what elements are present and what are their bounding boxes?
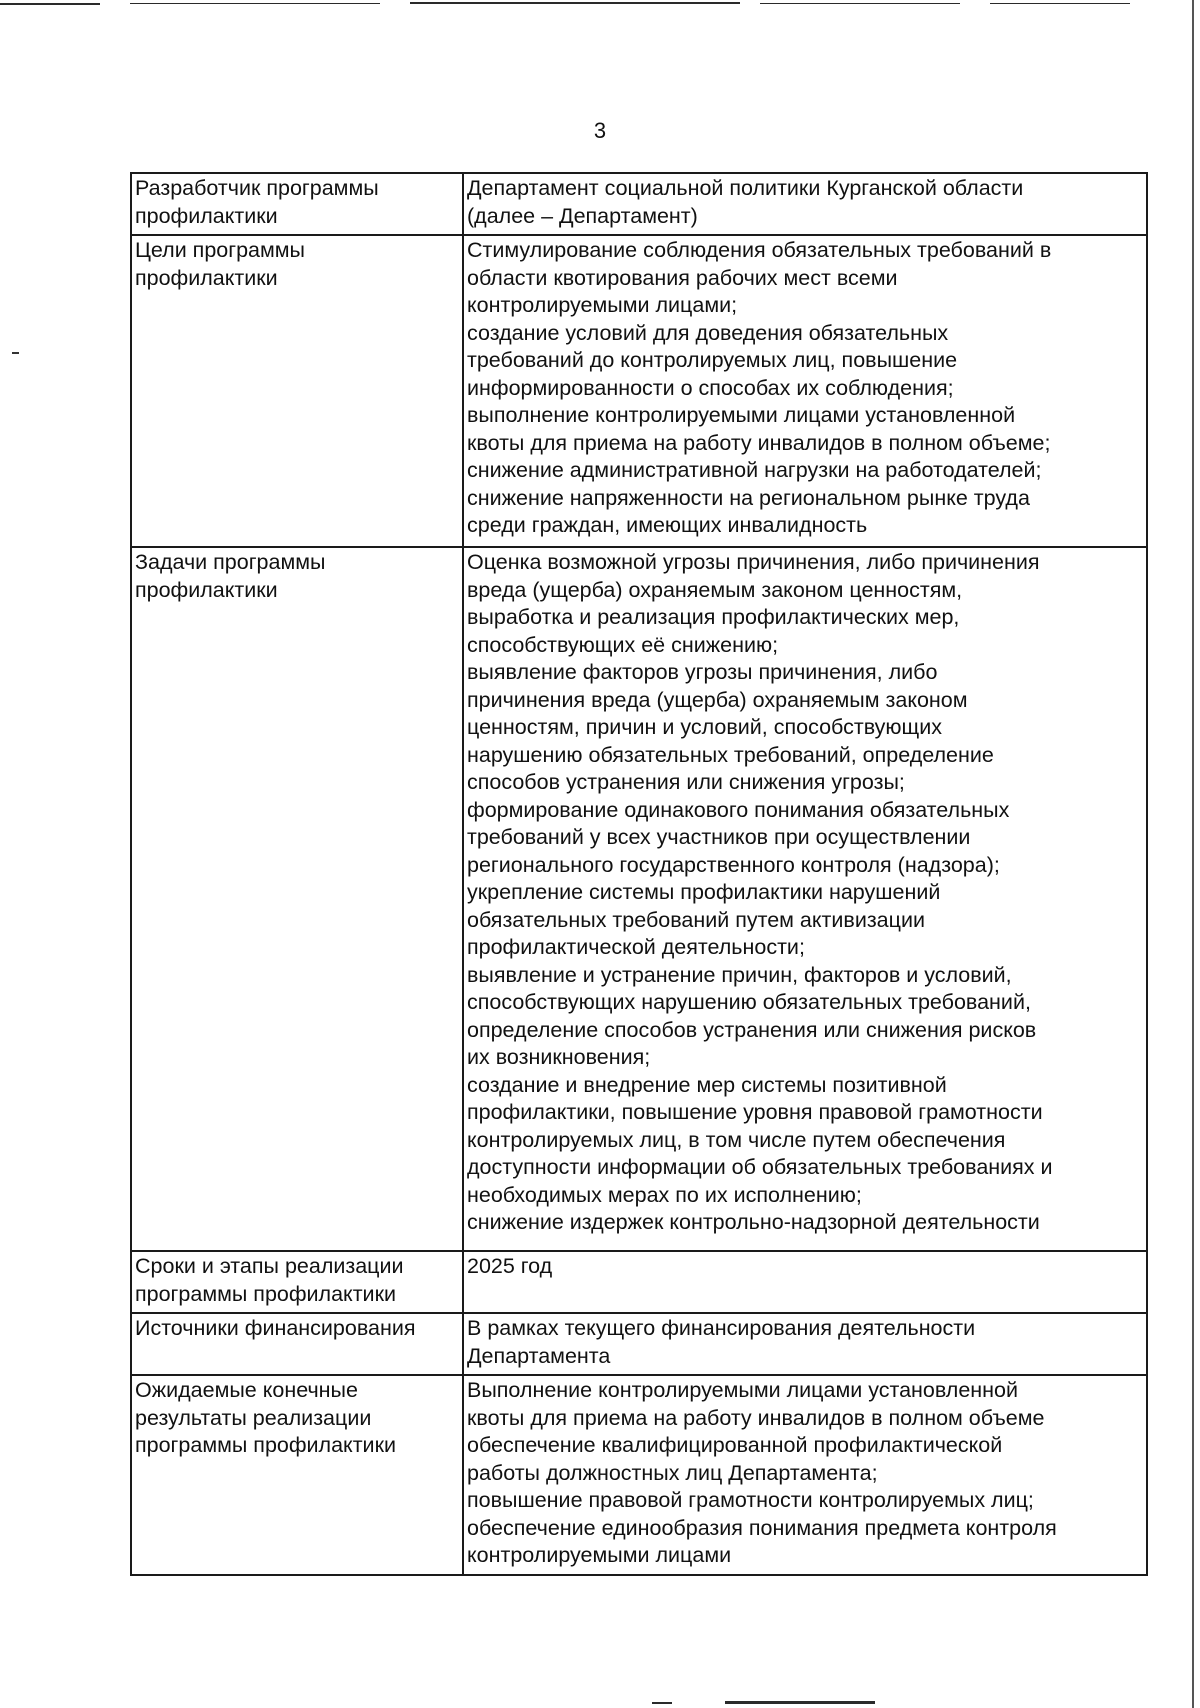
margin-mark (12, 352, 19, 354)
row-label: Источники финансирования (131, 1313, 463, 1375)
row-label: Цели программы профилактики (131, 235, 463, 547)
row-value: Стимулирование соблюдения обязательных требований в области квотирования рабочих мест всеми контролируемыми лицами; создание условий для доведения обязательных требований до контролируемых лиц, повышение информированности о способах их соблюдения; выполнение контролируемыми лицами установленной квоты для приема на работу инвалидов в полном объеме; снижение административной нагрузки на работодателей; снижение напряженности на региональном рынке труда среди граждан, имеющих инвалидность (463, 235, 1147, 547)
scan-artifact-bottom-2 (725, 1701, 875, 1704)
scan-artifact-top-1 (0, 3, 100, 5)
table-row-developer (131, 173, 1147, 235)
row-value: 2025 год (463, 1251, 1147, 1313)
row-label: Разработчик программы профилактики (131, 173, 463, 235)
row-value: Выполнение контролируемыми лицами установленной квоты для приема на работу инвалидов в полном объеме обеспечение квалифицированной профилактической работы должностных лиц Департамента; повышение правовой грамотности контролируемых лиц; обеспечение единообразия понимания предмета контроля контролируемыми лицами (463, 1375, 1147, 1575)
scan-artifact-top-3 (410, 2, 740, 4)
scan-artifact-right-edge (1192, 0, 1194, 1708)
table-row-terms (131, 1251, 1147, 1313)
row-value: Оценка возможной угрозы причинения, либо причинения вреда (ущерба) охраняемым законом ценностям, выработка и реализация профилактических мер, способствующих её снижению; выявление факторов угрозы причинения, либо причинения вреда (ущерба) охраняемым законом ценностям, причин и условий, способствующих нарушению обязательных требований, определение способов устранения или снижения угрозы; формирование одинакового понимания обязательных требований у всех участников при осуществлении регионального государственного контроля (надзора); укрепление системы профилактики нарушений обязательных требований путем активизации профилактической деятельности; выявление и устранение причин, факторов и условий, способствующих нарушению обязательных требований, определение способов устранения или снижения рисков их возникновения; создание и внедрение мер системы позитивной профилактики, повышение уровня правовой грамотности контролируемых лиц, в том числе путем обеспечения доступности информации об обязательных требованиях и необходимых мерах по их исполнению; снижение издержек контрольно-надзорной деятельности (463, 547, 1147, 1251)
table-row-tasks (131, 547, 1147, 1251)
row-label: Задачи программы профилактики (131, 547, 463, 1251)
table-row-funding (131, 1313, 1147, 1375)
table-row-goals (131, 235, 1147, 547)
row-label: Ожидаемые конечные результаты реализации программы профилактики (131, 1375, 463, 1575)
row-value: Департамент социальной политики Курганской области (далее – Департамент) (463, 173, 1147, 235)
row-label: Сроки и этапы реализации программы профилактики (131, 1251, 463, 1313)
scan-artifact-top-2 (130, 3, 380, 4)
program-passport-table (130, 172, 1148, 1576)
scan-artifact-top-4 (760, 3, 960, 4)
row-value: В рамках текущего финансирования деятельности Департамента (463, 1313, 1147, 1375)
table-row-expected-results (131, 1375, 1147, 1575)
page-number: 3 (593, 118, 607, 143)
scan-artifact-bottom-1 (652, 1702, 672, 1704)
scan-artifact-top-5 (990, 3, 1130, 4)
